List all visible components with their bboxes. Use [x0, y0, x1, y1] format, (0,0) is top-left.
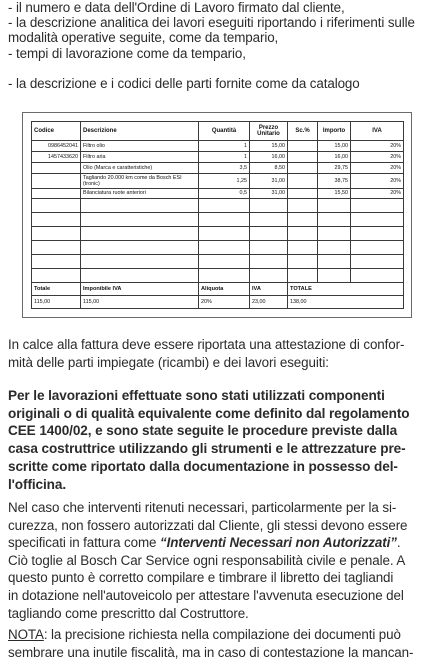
table-row — [32, 162, 404, 173]
table-row — [32, 188, 404, 199]
cell-iva: 20% — [351, 162, 404, 173]
text-line: sembrare una inutile fiscalità, ma in caso di contestazione la mancan- — [8, 644, 414, 660]
table-row-empty — [32, 255, 404, 269]
invoice-header-row — [32, 122, 404, 141]
cell-importo: 15,50 — [318, 188, 351, 199]
text-line: originali o di qualità equivalente come definito dal regolamento — [8, 405, 410, 421]
table-row-empty — [32, 213, 404, 227]
cell-sconto — [288, 162, 318, 173]
bullet-work-description-cont: modalità operative seguite, come da tempario, — [8, 30, 279, 46]
text-line: Per le lavorazioni effettuate sono stati utilizzati componenti — [8, 388, 385, 403]
invoice-example-figure — [22, 112, 412, 318]
table-row — [32, 152, 404, 163]
text-segment: specificati in fattura come — [8, 535, 161, 551]
text-line: mità delle parti impiegate (ricambi) e dei lavori eseguiti: — [8, 354, 329, 370]
col-prezzo — [250, 122, 288, 141]
totals-val-totale-final: 138,00 — [288, 296, 404, 309]
cell-quantita: 3,5 — [199, 162, 250, 173]
table-row-empty — [32, 199, 404, 213]
paragraph-attestation-bold — [8, 387, 430, 493]
invoice-table — [31, 121, 404, 309]
totals-val-aliquota: 20% — [199, 296, 250, 309]
totals-col-totale-final: TOTALE — [288, 283, 404, 296]
cell-prezzo: 31,00 — [250, 173, 288, 188]
paragraph-attestation-intro — [8, 336, 430, 371]
table-row-empty — [32, 241, 404, 255]
col-codice: Codice — [32, 122, 81, 141]
col-descrizione: Descrizione — [81, 122, 199, 141]
col-sconto: Sc.% — [288, 122, 318, 141]
text-line: Ciò toglie al Bosch Car Service ogni responsabilità civile e penale. A — [8, 552, 406, 568]
cell-codice — [32, 162, 81, 173]
text-line: questo punto è corretto compilare e timbrare il libretto dei tagliandi — [8, 570, 394, 586]
text-line: tagliando come prescritto dal Costruttore. — [8, 605, 249, 621]
invoice-totals-values-row — [32, 296, 404, 309]
cell-quantita: 1 — [199, 141, 250, 152]
text-line: Nel caso che interventi ritenuti necessari, particolarmente per la si- — [8, 500, 397, 515]
text-line: casa costruttrice utilizzando gli strumenti e le attrezzature pre- — [8, 441, 406, 457]
cell-descrizione: Filtro olio — [81, 141, 199, 152]
cell-importo: 16,00 — [318, 152, 351, 163]
paragraph-unauthorized-interventions — [8, 499, 430, 622]
col-iva: IVA — [351, 122, 404, 141]
text-line — [8, 626, 430, 644]
text-line — [8, 534, 430, 552]
cell-sconto — [288, 188, 318, 199]
cell-prezzo: 16,00 — [250, 152, 288, 163]
cell-quantita: 1 — [199, 152, 250, 163]
cell-codice — [32, 173, 81, 188]
text-line: in dotazione nell'autoveicolo per attestare l'avvenuta esecuzione del — [8, 587, 404, 603]
col-importo: Importo — [318, 122, 351, 141]
text-line: In calce alla fattura deve essere riportata una attestazione di confor- — [8, 337, 405, 352]
totals-col-totale: Totale — [32, 283, 81, 296]
invoice-totals-header-row — [32, 283, 404, 296]
cell-quantita: 1,25 — [199, 173, 250, 188]
cell-sconto — [288, 141, 318, 152]
bullet-work-times: - tempi di lavorazione come da tempario, — [8, 45, 246, 61]
cell-iva: 20% — [351, 152, 404, 163]
totals-val-totale: 115,00 — [32, 296, 81, 309]
table-row — [32, 173, 404, 188]
table-row — [32, 141, 404, 152]
bullet-work-description: - la descrizione analitica dei lavori eseguiti riportando i riferimenti sulle — [8, 15, 415, 31]
text-line: curezza, non fossero autorizzati dal Cliente, gli stessi devono essere — [8, 517, 408, 533]
table-row-empty — [32, 269, 404, 283]
totals-col-iva: IVA — [250, 283, 288, 296]
cell-importo: 29,75 — [318, 162, 351, 173]
col-prezzo-line2: Unitario — [257, 131, 280, 138]
bullet-parts-codes: - la descrizione e i codici delle parti fornite come da catalogo — [8, 75, 360, 91]
cell-codice: 0986452041 — [32, 141, 81, 152]
cell-prezzo: 15,00 — [250, 141, 288, 152]
cell-descrizione: Olio (Marca e caratteristiche) — [81, 162, 199, 173]
cell-importo: 38,75 — [318, 173, 351, 188]
cell-iva: 20% — [351, 188, 404, 199]
col-prezzo-line1: Prezzo — [258, 125, 279, 132]
table-row-empty — [32, 227, 404, 241]
cell-codice: 1457433620 — [32, 152, 81, 163]
cell-descrizione: Tagliando 20.000 km come da Bosch ESI (tronic) — [81, 173, 199, 188]
cell-descrizione: Filtro aria — [81, 152, 199, 163]
cell-prezzo: 8,50 — [250, 162, 288, 173]
bullet-order-number: - il numero e data dell'Ordine di Lavoro firmato dal cliente, — [8, 0, 345, 15]
totals-val-iva: 23,00 — [250, 296, 288, 309]
text-line: l'officina. — [8, 476, 67, 492]
totals-col-aliquota: Aliquota — [199, 283, 250, 296]
emphasis-phrase: “Interventi Necessari non Autorizzati” — [160, 535, 397, 551]
col-quantita: Quantità — [199, 122, 250, 141]
paragraph-nota — [8, 626, 430, 661]
cell-prezzo: 31,00 — [250, 188, 288, 199]
cell-sconto — [288, 173, 318, 188]
text-segment: . — [396, 535, 401, 551]
text-line: scritte come riportato dalla documentazione in possesso del- — [8, 458, 398, 474]
text-segment: : la precisione richiesta nella compilazione dei documenti può — [43, 627, 401, 642]
cell-descrizione: Bilanciatura ruote anteriori — [81, 188, 199, 199]
cell-quantita: 0,5 — [199, 188, 250, 199]
cell-iva: 20% — [351, 173, 404, 188]
nota-label: NOTA — [8, 627, 44, 642]
cell-sconto — [288, 152, 318, 163]
requirements-list — [8, 0, 430, 91]
totals-val-imponibile: 115,00 — [81, 296, 199, 309]
cell-iva: 20% — [351, 141, 404, 152]
cell-importo: 15,00 — [318, 141, 351, 152]
totals-col-imponibile: Imponibile IVA — [81, 283, 199, 296]
cell-codice — [32, 188, 81, 199]
text-line: CEE 1400/02, e sono state seguite le procedure previste dalla — [8, 423, 398, 439]
